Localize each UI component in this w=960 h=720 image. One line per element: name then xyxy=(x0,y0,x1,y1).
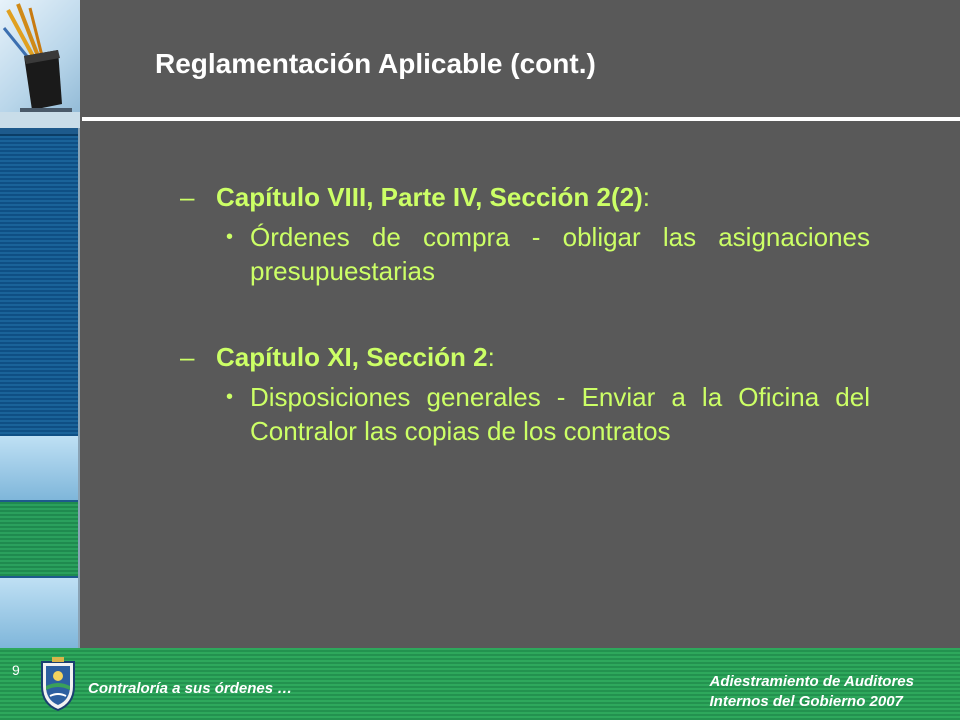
heading-colon: : xyxy=(487,342,495,372)
bullet-text: Órdenes de compra - obligar las asignaciones presupuestarias xyxy=(250,222,870,286)
bullet-dot: • xyxy=(226,386,234,408)
training-line-2: Internos del Gobierno 2007 xyxy=(709,693,903,710)
footer-bar xyxy=(0,648,960,720)
heading-colon: : xyxy=(642,182,650,212)
section-heading xyxy=(180,180,870,214)
section-chapter-viii xyxy=(180,180,870,288)
heading-text: Capítulo XI, Sección 2 xyxy=(216,342,488,372)
slide-title: Reglamentación Aplicable (cont.) xyxy=(155,48,596,79)
government-seal-icon xyxy=(38,656,78,712)
footer-motto: Contraloría a sus órdenes … xyxy=(88,680,293,697)
bullet-item xyxy=(226,220,870,288)
slide-content xyxy=(180,180,870,448)
section-chapter-xi xyxy=(180,340,870,448)
bullet-item xyxy=(226,380,870,448)
left-decorative-column xyxy=(0,0,80,648)
light-blue-panel xyxy=(0,436,78,500)
dash-marker: – xyxy=(180,182,195,212)
title-underline xyxy=(82,117,960,121)
training-caption xyxy=(710,672,914,712)
bullet-text: Disposiciones generales - Enviar a la Oficina del Contralor las copias de los contratos xyxy=(250,382,870,446)
pencil-cup-image xyxy=(0,0,80,128)
heading-text: Capítulo VIII, Parte IV, Sección 2(2) xyxy=(216,182,643,212)
section-heading xyxy=(180,340,870,374)
page-number: 9 xyxy=(12,662,20,678)
blue-stripe-panel xyxy=(0,134,78,436)
training-line-1: Adiestramiento de Auditores xyxy=(709,673,914,690)
bullet-dot: • xyxy=(226,226,234,248)
light-blue-panel-lower xyxy=(0,578,78,648)
dash-marker: – xyxy=(180,342,195,372)
green-stripe-panel xyxy=(0,502,78,576)
